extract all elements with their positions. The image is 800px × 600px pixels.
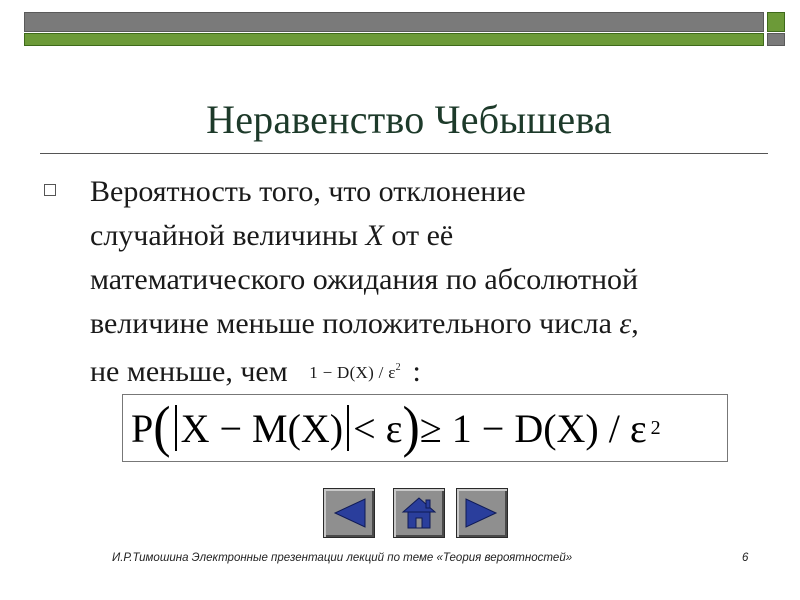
body-line-2: случайной величины X от её (90, 219, 454, 252)
body-line-1: Вероятность того, что отклонение (90, 175, 526, 208)
home-icon (399, 494, 439, 532)
page-number: 6 (742, 552, 749, 564)
footer-text: И.Р.Тимошина Электронные презентации лекций по теме «Теория вероятностей» (112, 552, 573, 564)
chebyshev-formula: P ( X − M(X) < ε ) ≥ 1 − D(X) / ε 2 (122, 394, 728, 462)
body-line-3: математического ожидания по абсолютной (90, 263, 639, 296)
prev-slide-button[interactable] (323, 488, 375, 538)
header-square-green (767, 12, 785, 32)
home-button[interactable] (393, 488, 445, 538)
slide-title: Неравенство Чебышева (206, 97, 612, 142)
header-bar-gray (24, 12, 764, 32)
slide-body (90, 170, 770, 395)
title-divider (40, 153, 768, 154)
header-square-gray (767, 33, 785, 46)
bullet-square-icon (44, 184, 56, 196)
variable-epsilon: ε (619, 307, 632, 340)
body-line-4: величине меньше положительного числа ε, (90, 307, 639, 340)
next-slide-button[interactable] (456, 488, 508, 538)
variable-x: X (365, 219, 384, 252)
left-triangle-icon (329, 495, 369, 531)
header-bar-green (24, 33, 764, 46)
inline-formula: $1 - D(X) / \varepsilon^2$ (309, 362, 401, 382)
body-line-5: не меньше, чем $1 - D(X) / \varepsilon^2$ : (90, 346, 770, 395)
right-triangle-icon (462, 495, 502, 531)
